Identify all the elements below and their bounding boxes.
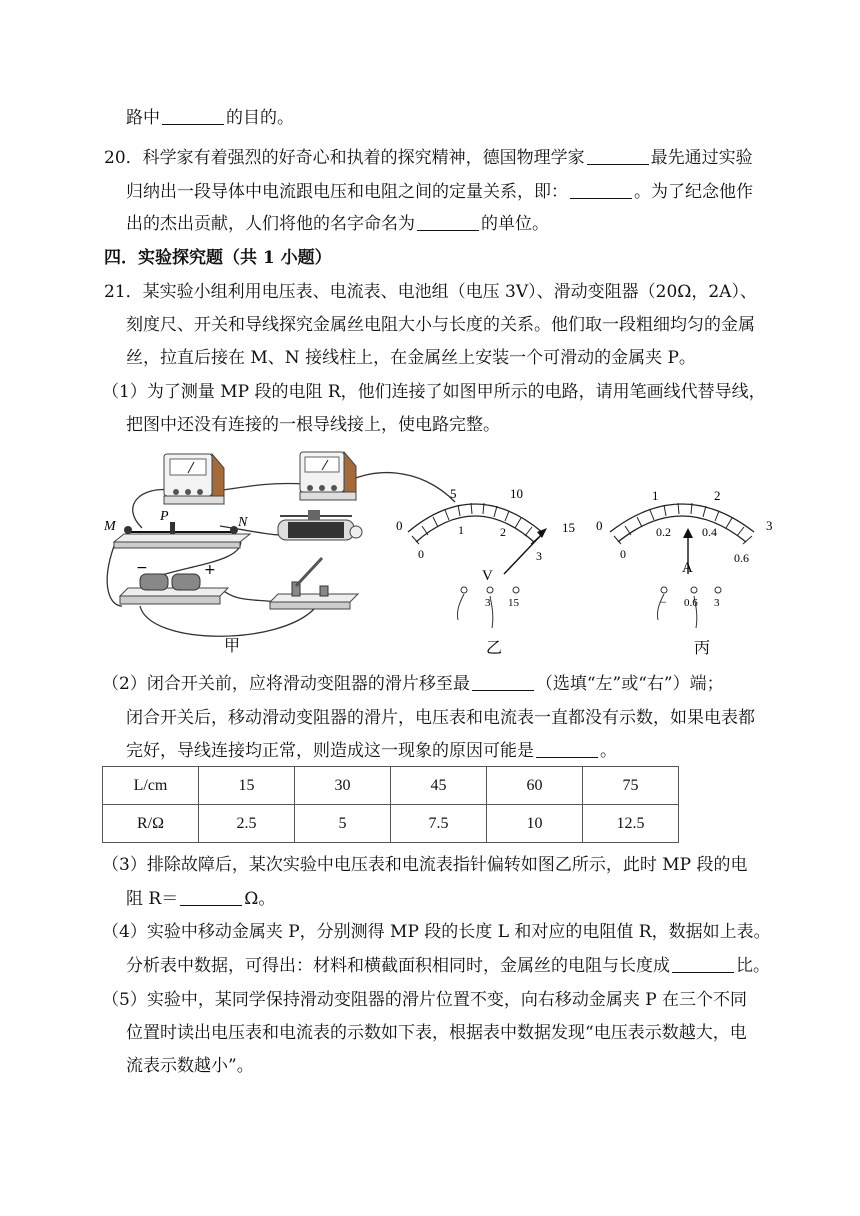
table-row xyxy=(103,767,679,805)
table-cell: 15 xyxy=(199,767,295,805)
table-row xyxy=(103,805,679,843)
section-title: 四．实验探究题（共 1 小题） xyxy=(104,248,332,268)
voltmeter-device xyxy=(164,454,224,504)
battery xyxy=(120,574,228,604)
v-upper-tick-15: 15 xyxy=(562,520,575,535)
label-p: P xyxy=(160,509,169,524)
table-cell: 45 xyxy=(391,767,487,805)
table-cell-label: R/Ω xyxy=(103,805,199,843)
v-terminal-15: 15 xyxy=(508,597,519,609)
a-lower-tick-04: 0.4 xyxy=(702,525,717,539)
question-21-line2: 刻度尺、开关和导线探究金属丝电阻大小与长度的关系。他们取一段粗细均匀的金属 xyxy=(126,315,755,335)
battery-minus: − xyxy=(136,560,148,576)
table-cell: 12.5 xyxy=(583,805,679,843)
part-2-line2: 闭合开关后，移动滑动变阻器的滑片，电压表和电流表一直都没有示数，如果电表都 xyxy=(126,708,755,728)
caption-yi: 乙 xyxy=(486,638,503,657)
voltmeter-dial xyxy=(408,503,547,628)
part-4-line1: （4）实验中移动金属夹 P，分别测得 MP 段的长度 L 和对应的电阻值 R，数据如上表。 xyxy=(102,922,771,942)
v-upper-tick-5: 5 xyxy=(450,486,457,501)
part-2-line1: （2）闭合开关前，应将滑动变阻器的滑片移至最 （选填“左”或“右”）端； xyxy=(102,674,724,694)
answer-blank[interactable] xyxy=(672,954,734,973)
label-n: N xyxy=(238,515,248,530)
a-lower-tick-0: 0 xyxy=(620,547,626,561)
a-lower-tick-02: 0.2 xyxy=(656,525,671,539)
ammeter-device xyxy=(300,452,356,500)
wire xyxy=(140,606,315,636)
switch xyxy=(270,558,358,609)
v-lower-tick-0: 0 xyxy=(418,547,424,561)
part-5-line3: 流表示数越小”。 xyxy=(126,1056,254,1076)
question-21-line1: 21．某实验小组利用电压表、电流表、电池组（电压 3V）、滑动变阻器（20Ω，2A）、 xyxy=(104,282,757,302)
part-1-line1: （1）为了测量 MP 段的电阻 R，他们连接了如图甲所示的电路，请用笔画线代替导线， xyxy=(102,382,766,402)
wire xyxy=(220,524,286,535)
a-terminal-06: 0.6 xyxy=(684,597,698,609)
experiment-figure xyxy=(100,446,780,660)
table-cell: 30 xyxy=(295,767,391,805)
wire xyxy=(340,473,455,502)
table-cell: 75 xyxy=(583,767,679,805)
a-upper-tick-1: 1 xyxy=(652,488,659,503)
table-cell: 7.5 xyxy=(391,805,487,843)
v-lower-tick-3: 3 xyxy=(536,549,542,563)
line-q19-end: 路中 的目的。 xyxy=(126,108,294,128)
rheostat xyxy=(278,510,362,540)
question-20-line1: 20．科学家有着强烈的好奇心和执着的探究精神，德国物理学家 最先通过实验 xyxy=(104,148,753,168)
v-upper-tick-0: 0 xyxy=(396,518,403,533)
question-20-line3: 出的杰出贡献，人们将他的名字命名为 的单位。 xyxy=(126,214,549,234)
table-cell: 5 xyxy=(295,805,391,843)
part-1-line2: 把图中还没有连接的一根导线接上，使电路完整。 xyxy=(126,415,500,435)
caption-bing: 丙 xyxy=(694,638,711,657)
a-lower-tick-06: 0.6 xyxy=(734,551,749,565)
answer-blank[interactable] xyxy=(162,106,224,125)
part-5-line2: 位置时读出电压表和电流表的示数如下表，根据表中数据发现“电压表示数越大，电 xyxy=(126,1023,747,1043)
a-upper-tick-0: 0 xyxy=(596,518,603,533)
wire-board xyxy=(114,522,250,548)
answer-blank[interactable] xyxy=(570,180,632,199)
table-cell-label: L/cm xyxy=(103,767,199,805)
question-20-line2: 归纳出一段导体中电流跟电压和电阻之间的定量关系，即： 。为了纪念他作 xyxy=(126,182,753,202)
v-lower-tick-1: 1 xyxy=(458,523,464,537)
a-terminal-3: 3 xyxy=(714,597,720,609)
battery-plus: + xyxy=(204,562,216,578)
table-cell: 10 xyxy=(487,805,583,843)
a-upper-tick-3: 3 xyxy=(766,518,773,533)
part-5-line1: （5）实验中，某同学保持滑动变阻器的滑片位置不变，向右移动金属夹 P 在三个不同 xyxy=(102,990,748,1010)
question-21-line3: 丝，拉直后接在 M、N 接线柱上，在金属丝上安装一个可滑动的金属夹 P。 xyxy=(126,348,696,368)
table-cell: 2.5 xyxy=(199,805,295,843)
answer-blank[interactable] xyxy=(180,887,242,906)
answer-blank[interactable] xyxy=(417,212,479,231)
data-table xyxy=(102,766,679,843)
a-terminal-minus: − xyxy=(660,595,667,609)
v-terminal-3: 3 xyxy=(485,597,491,609)
part-2-line3: 完好，导线连接均正常，则造成这一现象的原因可能是 。 xyxy=(126,741,617,761)
voltmeter-letter: V xyxy=(482,568,493,584)
v-lower-tick-2: 2 xyxy=(500,525,506,539)
part-3-line2: 阻 R＝ Ω。 xyxy=(126,889,276,909)
ammeter-letter: A xyxy=(682,560,693,576)
answer-blank[interactable] xyxy=(472,672,534,691)
label-m: M xyxy=(104,519,116,534)
v-upper-tick-10: 10 xyxy=(510,486,523,501)
table-cell: 60 xyxy=(487,767,583,805)
part-3-line1: （3）排除故障后，某次实验中电压表和电流表指针偏转如图乙所示，此时 MP 段的电 xyxy=(102,855,748,875)
part-4-line2: 分析表中数据，可得出：材料和横截面积相同时，金属丝的电阻与长度成 比。 xyxy=(126,956,770,976)
answer-blank[interactable] xyxy=(536,739,598,758)
caption-jia: 甲 xyxy=(224,636,241,655)
answer-blank[interactable] xyxy=(587,146,649,165)
a-upper-tick-2: 2 xyxy=(714,488,721,503)
